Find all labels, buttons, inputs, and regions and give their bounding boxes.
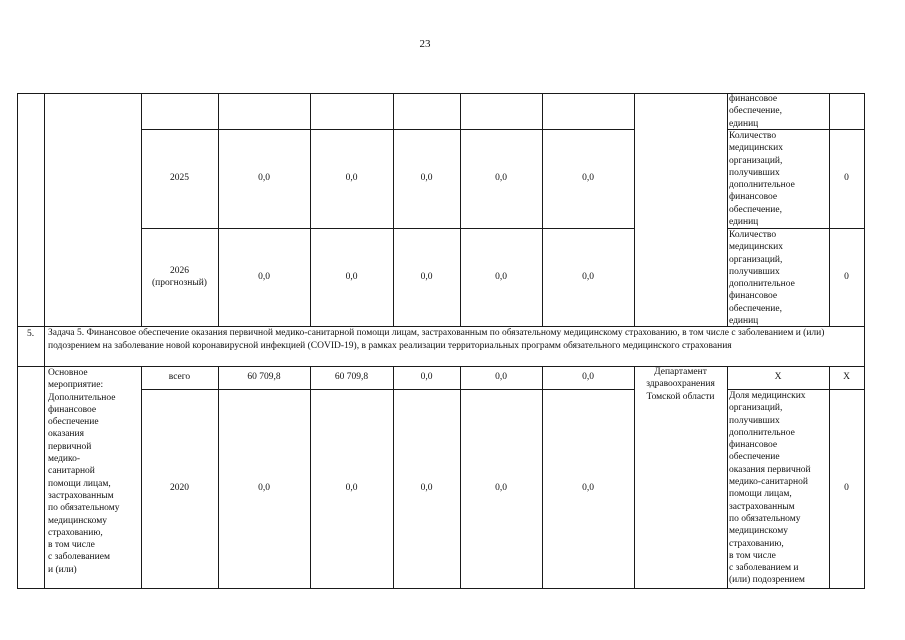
- indicator-cell: Количество медицинских организаций, получивших дополнительное финансовое обеспечение, единиц: [729, 131, 795, 228]
- value-cell: 0,0: [345, 483, 358, 494]
- total-value: 60 709,8: [247, 372, 281, 383]
- indicator-cell: Количество медицинских организаций, получивших дополнительное финансовое обеспечение, единиц: [729, 230, 795, 327]
- col-divider: [727, 366, 728, 588]
- indicator-cell: финансовое обеспечение, единиц: [729, 94, 782, 129]
- task-description: Задача 5. Финансовое обеспечение оказания первичной медико-санитарной помощи лицам, застрахованным по обязательному медицинскому страхованию, в том числе с заболеванием и (или) подозрением на заболевание новой коронавирусной инфекцией (COVID-19), в рамках реализации территориальных программ обязательного медицинского страхования: [48, 328, 825, 351]
- value-cell: 0,0: [258, 173, 270, 184]
- task-number: 5.: [26, 328, 35, 339]
- executor: Департамент здравоохранения Томской области: [646, 367, 715, 402]
- value-cell: 0,0: [420, 271, 433, 282]
- table-border-right: [864, 93, 865, 589]
- total-value: 60 709,8: [334, 372, 369, 383]
- indicator-value-cell: 0: [844, 271, 849, 282]
- total-value: 0,0: [495, 372, 507, 383]
- table-border-bottom: [17, 588, 865, 589]
- value-cell: 0,0: [345, 173, 358, 184]
- col-divider: [634, 93, 635, 326]
- total-indicator-value: Х: [843, 372, 850, 383]
- year-cell: 2020: [170, 483, 189, 494]
- total-value: 0,0: [582, 372, 594, 383]
- year-cell: 2026 (прогнозный): [152, 265, 207, 288]
- indicator-value-cell: 0: [844, 173, 849, 184]
- value-cell: 0,0: [420, 483, 433, 494]
- value-cell: 0,0: [258, 483, 270, 494]
- total-indicator: Х: [774, 372, 782, 383]
- year-cell: 2025: [170, 173, 189, 184]
- indicator-value-cell: 0: [844, 483, 849, 494]
- value-cell: 0,0: [258, 271, 270, 282]
- value-cell: 0,0: [582, 173, 594, 184]
- measure-name: Основное мероприятие: Дополнительное финансовое обеспечение оказания первичной медико- санитарной помощи лицам, застрахованным по обязательному медицинскому страхованию, в том числе с заболеванием и (или): [48, 368, 120, 575]
- value-cell: 0,0: [420, 173, 433, 184]
- total-label: всего: [168, 372, 191, 383]
- total-value: 0,0: [420, 372, 433, 383]
- col-divider: [44, 326, 45, 366]
- value-cell: 0,0: [582, 483, 594, 494]
- page-number: 23: [419, 38, 431, 50]
- value-cell: 0,0: [582, 271, 594, 282]
- value-cell: 0,0: [495, 271, 507, 282]
- col-divider: [727, 93, 728, 326]
- col-divider: [44, 93, 45, 326]
- value-cell: 0,0: [495, 483, 507, 494]
- value-cell: 0,0: [495, 173, 507, 184]
- indicator-cell: Доля медицинских организаций, получивших дополнительное финансовое обеспечение оказания первичной медико-санитарной помощи лицам, застрахованным по обязательному медицинскому страхованию, в том числе с заболеванием и (или) подозрением: [729, 391, 811, 586]
- col-divider: [44, 366, 45, 588]
- value-cell: 0,0: [345, 271, 358, 282]
